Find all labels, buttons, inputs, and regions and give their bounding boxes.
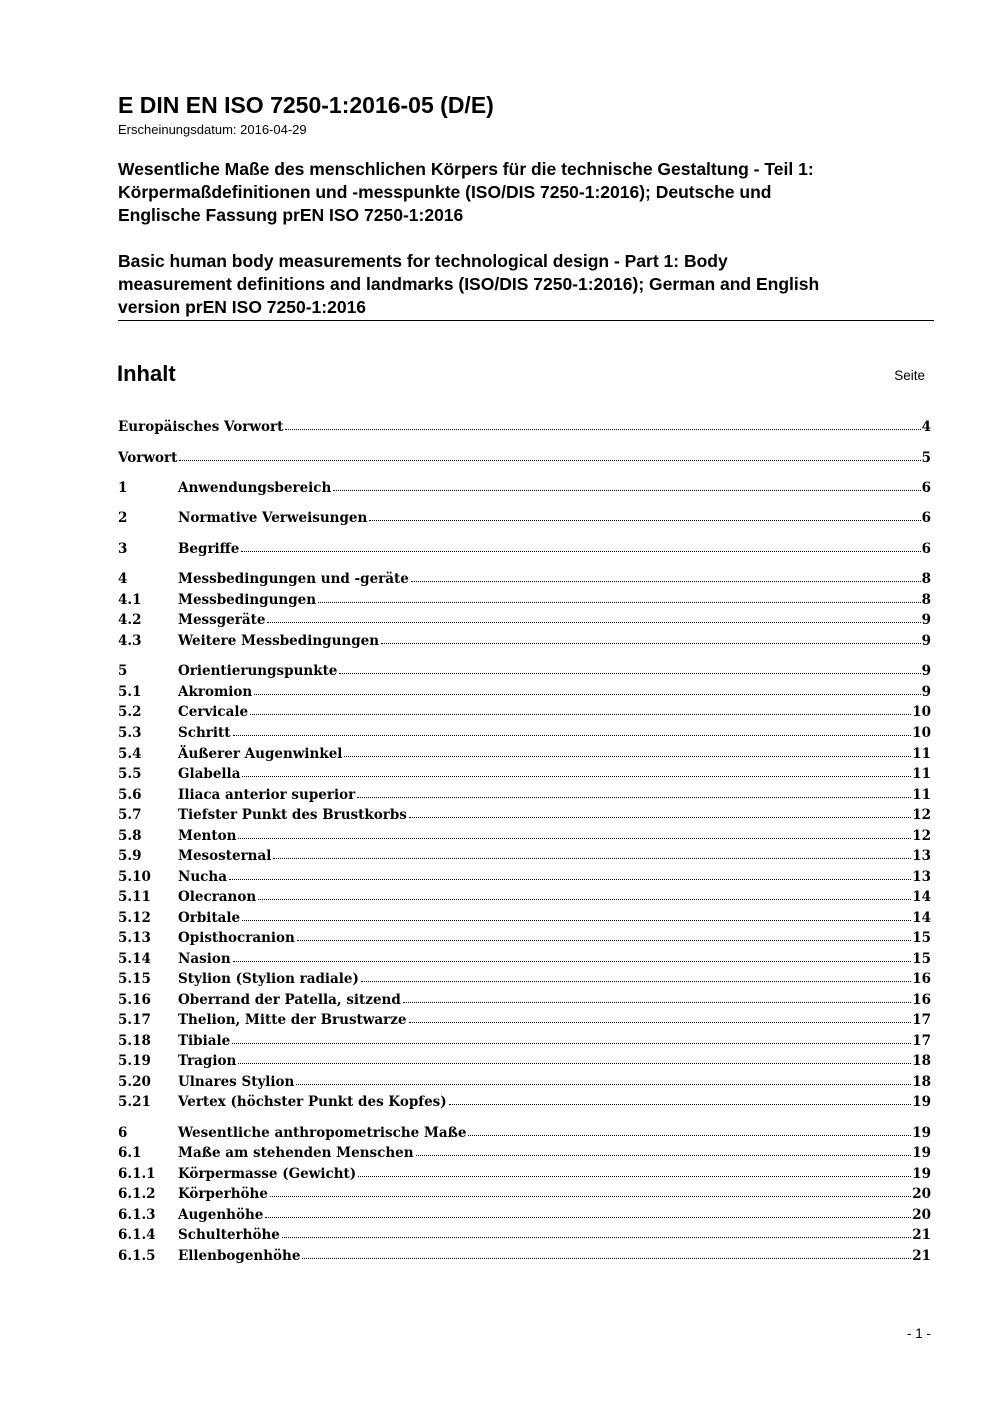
- toc-entry-page: 12: [912, 828, 931, 844]
- toc-entry-number: 5.3: [118, 725, 142, 741]
- toc-entry-page: 11: [912, 766, 931, 782]
- toc-dot-leader: [270, 1183, 911, 1197]
- toc-entry-title: Vertex (höchster Punkt des Kopfes): [178, 1094, 447, 1110]
- toc-entry-title: Menton: [178, 828, 237, 844]
- toc-entry[interactable]: [118, 702, 931, 722]
- toc-entry[interactable]: [118, 1205, 931, 1225]
- toc-entry-number: 5.20: [118, 1074, 151, 1090]
- toc-entry-title: Begriffe: [178, 541, 240, 557]
- toc-entry-title: Opisthocranion: [178, 930, 295, 946]
- toc-entry-page: 9: [921, 633, 931, 649]
- title-english-line: Basic human body measurements for technological design - Part 1: Body: [118, 251, 728, 271]
- toc-entry-number: 4.1: [118, 592, 142, 608]
- toc-entry-number: 5.9: [118, 848, 142, 864]
- toc-entry-number: 5.7: [118, 807, 142, 823]
- toc-entry[interactable]: [118, 949, 931, 969]
- toc-entry[interactable]: [118, 1072, 931, 1092]
- toc-entry[interactable]: [118, 610, 931, 630]
- toc-entry[interactable]: [118, 569, 931, 589]
- toc-entry[interactable]: [118, 1123, 931, 1143]
- toc-entry-title: Akromion: [178, 684, 253, 700]
- toc-entry-title: Schulterhöhe: [178, 1227, 280, 1243]
- toc-entry-title: Tibiale: [178, 1033, 231, 1049]
- toc-entry[interactable]: [118, 661, 931, 681]
- toc-entry-title: Iliaca anterior superior: [178, 787, 356, 803]
- toc-dot-leader: [229, 866, 911, 880]
- title-german-line: Englische Fassung prEN ISO 7250-1:2016: [118, 205, 464, 225]
- toc-entry-number: 6.1.2: [118, 1186, 156, 1202]
- toc-dot-leader: [411, 568, 921, 582]
- toc-entry-number: 3: [118, 541, 128, 557]
- title-english-line: version prEN ISO 7250-1:2016: [118, 297, 367, 317]
- toc-entry-page: 12: [912, 807, 931, 823]
- toc-entry[interactable]: [118, 990, 931, 1010]
- toc-entry[interactable]: [118, 590, 931, 610]
- toc-dot-leader: [285, 416, 920, 430]
- toc-dot-leader: [250, 701, 911, 715]
- toc-entry-number: 6.1: [118, 1145, 142, 1161]
- toc-entry-number: 5.1: [118, 684, 142, 700]
- toc-entry[interactable]: [118, 1031, 931, 1051]
- toc-entry-page: 19: [912, 1166, 931, 1182]
- toc-entry-page: 14: [912, 889, 931, 905]
- toc-entry-page: 19: [912, 1125, 931, 1141]
- toc-entry-page: 21: [912, 1248, 931, 1264]
- toc-entry-title: Tragion: [178, 1053, 237, 1069]
- toc-entry-number: 5.16: [118, 992, 151, 1008]
- title-german-line: Körpermaßdefinitionen und -messpunkte (ISO/DIS 7250-1:2016); Deutsche und: [118, 182, 772, 202]
- toc-entry-page: 11: [912, 746, 931, 762]
- toc-entry-number: 5.4: [118, 746, 142, 762]
- toc-entry[interactable]: [118, 539, 931, 559]
- toc-dot-leader: [449, 1091, 912, 1105]
- toc-entry[interactable]: [118, 1225, 931, 1245]
- toc-entry[interactable]: [118, 1184, 931, 1204]
- toc-entry[interactable]: [118, 682, 931, 702]
- toc-dot-leader: [333, 477, 920, 491]
- toc-entry-title: Nucha: [178, 869, 227, 885]
- toc-entry-page: 9: [921, 684, 931, 700]
- toc-entry[interactable]: [118, 744, 931, 764]
- toc-entry-page: 10: [912, 704, 931, 720]
- toc-dot-leader: [409, 1009, 912, 1023]
- toc-dot-leader: [265, 1204, 911, 1218]
- toc-entry-title: Europäisches Vorwort: [118, 419, 284, 435]
- toc-entry-title: Anwendungsbereich: [178, 480, 332, 496]
- footer-page-number: - 1 -: [906, 1326, 931, 1341]
- toc-dot-leader: [233, 948, 912, 962]
- toc-dot-leader: [468, 1122, 911, 1136]
- toc-entry-page: 6: [921, 541, 931, 557]
- toc-entry-number: 5.12: [118, 910, 151, 926]
- toc-entry-number: 5.10: [118, 869, 151, 885]
- toc-entry-page: 16: [912, 992, 931, 1008]
- document-id: E DIN EN ISO 7250-1:2016-05 (D/E): [118, 92, 494, 118]
- toc-entry[interactable]: [118, 785, 931, 805]
- toc-entry-page: 9: [921, 663, 931, 679]
- toc-entry-number: 5.21: [118, 1094, 151, 1110]
- toc-entry[interactable]: [118, 631, 931, 651]
- toc-entry-number: 5: [118, 663, 128, 679]
- toc-entry-title: Messbedingungen und -geräte: [178, 571, 409, 587]
- toc-entry[interactable]: [118, 805, 931, 825]
- toc-entry[interactable]: [118, 1246, 931, 1266]
- toc-entry-number: 1: [118, 480, 128, 496]
- toc-entry-number: 6.1.5: [118, 1248, 156, 1264]
- toc-entry-page: 10: [912, 725, 931, 741]
- toc-dot-leader: [238, 825, 911, 839]
- toc-dot-leader: [318, 589, 921, 603]
- toc-entry[interactable]: [118, 723, 931, 743]
- toc-entry[interactable]: [118, 1143, 931, 1163]
- toc-dot-leader: [258, 886, 911, 900]
- toc-entry-title: Messgeräte: [178, 612, 266, 628]
- toc-dot-leader: [403, 989, 911, 1003]
- toc-dot-leader: [267, 609, 920, 623]
- toc-entry-title: Oberrand der Patella, sitzend: [178, 992, 401, 1008]
- toc-entry-page: 15: [912, 930, 931, 946]
- toc-page-column-label: Seite: [894, 368, 925, 383]
- toc-dot-leader: [369, 507, 920, 521]
- toc-entry-title: Körperhöhe: [178, 1186, 268, 1202]
- toc-dot-leader: [344, 743, 911, 757]
- toc-entry[interactable]: [118, 1010, 931, 1030]
- toc-entry-title: Glabella: [178, 766, 241, 782]
- toc-entry-number: 6.1.3: [118, 1207, 156, 1223]
- toc-entry-number: 6.1.1: [118, 1166, 156, 1182]
- toc-entry-number: 6: [118, 1125, 128, 1141]
- toc-dot-leader: [282, 1224, 911, 1238]
- title-german-line: Wesentliche Maße des menschlichen Körpers für die technische Gestaltung - Teil 1:: [118, 159, 814, 179]
- toc-entry-number: 5.2: [118, 704, 142, 720]
- toc-entry[interactable]: [118, 417, 931, 437]
- toc-entry-title: Messbedingungen: [178, 592, 317, 608]
- toc-entry-number: 5.8: [118, 828, 142, 844]
- toc-entry-page: 20: [912, 1207, 931, 1223]
- title-english-line: measurement definitions and landmarks (ISO/DIS 7250-1:2016); German and English: [118, 274, 820, 294]
- toc-entry-page: 18: [912, 1074, 931, 1090]
- toc-dot-leader: [242, 907, 911, 921]
- toc-entry-title: Cervicale: [178, 704, 249, 720]
- toc-entry[interactable]: [118, 1092, 931, 1112]
- toc-dot-leader: [381, 630, 921, 644]
- toc-entry-title: Normative Verweisungen: [178, 510, 368, 526]
- toc-entry-number: 5.15: [118, 971, 151, 987]
- toc-dot-leader: [242, 763, 911, 777]
- toc-entry-page: 8: [921, 592, 931, 608]
- toc-dot-leader: [357, 784, 911, 798]
- toc-dot-leader: [232, 1030, 911, 1044]
- toc-entry-page: 18: [912, 1053, 931, 1069]
- toc-entry-page: 21: [912, 1227, 931, 1243]
- toc-entry[interactable]: [118, 764, 931, 784]
- toc-entry-page: 15: [912, 951, 931, 967]
- toc-entry[interactable]: [118, 928, 931, 948]
- toc-entry-title: Ellenbogenhöhe: [178, 1248, 301, 1264]
- toc-dot-leader: [296, 1071, 911, 1085]
- toc-entry-title: Vorwort: [118, 450, 178, 466]
- toc-entry[interactable]: [118, 1164, 931, 1184]
- toc-entry-number: 5.13: [118, 930, 151, 946]
- toc-entry-number: 2: [118, 510, 128, 526]
- toc-entry[interactable]: [118, 508, 931, 528]
- toc-dot-leader: [254, 681, 920, 695]
- toc-entry-title: Mesosternal: [178, 848, 272, 864]
- toc-entry[interactable]: [118, 867, 931, 887]
- toc-entry-page: 13: [912, 848, 931, 864]
- toc-entry-title: Nasion: [178, 951, 231, 967]
- toc-entry-title: Olecranon: [178, 889, 257, 905]
- toc-entry[interactable]: [118, 826, 931, 846]
- toc-dot-leader: [302, 1245, 911, 1259]
- publication-date: Erscheinungsdatum: 2016-04-29: [118, 122, 307, 137]
- toc-entry-title: Ulnares Stylion: [178, 1074, 295, 1090]
- toc-entry-number: 4.2: [118, 612, 142, 628]
- toc-dot-leader: [273, 845, 911, 859]
- toc-entry-title: Weitere Messbedingungen: [178, 633, 380, 649]
- toc-entry-page: 19: [912, 1094, 931, 1110]
- toc-heading: Inhalt: [117, 361, 176, 386]
- toc-entry[interactable]: [118, 846, 931, 866]
- toc-entry-page: 17: [912, 1012, 931, 1028]
- toc-dot-leader: [297, 927, 911, 941]
- table-of-contents: [118, 0, 931, 1300]
- toc-entry-page: 8: [921, 571, 931, 587]
- toc-entry-page: 20: [912, 1186, 931, 1202]
- toc-entry-page: 16: [912, 971, 931, 987]
- toc-entry-page: 4: [921, 419, 931, 435]
- toc-entry[interactable]: [118, 969, 931, 989]
- toc-entry-title: Thelion, Mitte der Brustwarze: [178, 1012, 407, 1028]
- toc-entry-number: 5.18: [118, 1033, 151, 1049]
- toc-entry-title: Körpermasse (Gewicht): [178, 1166, 357, 1182]
- toc-entry-title: Maße am stehenden Menschen: [178, 1145, 414, 1161]
- toc-entry-page: 9: [921, 612, 931, 628]
- toc-entry-number: 5.17: [118, 1012, 151, 1028]
- toc-dot-leader: [241, 538, 920, 552]
- toc-entry[interactable]: [118, 448, 931, 468]
- toc-entry-number: 5.11: [118, 889, 151, 905]
- toc-entry-title: Orientierungspunkte: [178, 663, 338, 679]
- toc-entry[interactable]: [118, 478, 931, 498]
- toc-dot-leader: [233, 722, 912, 736]
- toc-entry-title: Augenhöhe: [178, 1207, 264, 1223]
- toc-entry-number: 5.6: [118, 787, 142, 803]
- toc-entry-number: 4.3: [118, 633, 142, 649]
- toc-dot-leader: [238, 1050, 911, 1064]
- toc-entry-page: 5: [921, 450, 931, 466]
- toc-entry-title: Stylion (Stylion radiale): [178, 971, 359, 987]
- toc-entry-title: Orbitale: [178, 910, 241, 926]
- toc-entry-page: 17: [912, 1033, 931, 1049]
- toc-entry-page: 6: [921, 480, 931, 496]
- toc-entry-page: 6: [921, 510, 931, 526]
- toc-entry-page: 11: [912, 787, 931, 803]
- toc-entry[interactable]: [118, 1051, 931, 1071]
- toc-dot-leader: [361, 968, 911, 982]
- toc-entry-title: Schritt: [178, 725, 231, 741]
- toc-dot-leader: [339, 660, 920, 674]
- toc-dot-leader: [179, 447, 920, 461]
- toc-entry[interactable]: [118, 887, 931, 907]
- toc-entry-title: Äußerer Augenwinkel: [178, 746, 343, 762]
- toc-entry-number: 5.19: [118, 1053, 151, 1069]
- toc-entry-title: Tiefster Punkt des Brustkorbs: [178, 807, 407, 823]
- toc-dot-leader: [358, 1163, 911, 1177]
- toc-entry-page: 14: [912, 910, 931, 926]
- toc-entry-number: 6.1.4: [118, 1227, 156, 1243]
- toc-dot-leader: [416, 1142, 912, 1156]
- toc-entry-number: 5.14: [118, 951, 151, 967]
- toc-dot-leader: [409, 804, 911, 818]
- toc-entry-title: Wesentliche anthropometrische Maße: [178, 1125, 467, 1141]
- toc-entry-page: 13: [912, 869, 931, 885]
- toc-entry-number: 4: [118, 571, 128, 587]
- toc-entry-page: 19: [912, 1145, 931, 1161]
- toc-entry-number: 5.5: [118, 766, 142, 782]
- toc-entry[interactable]: [118, 908, 931, 928]
